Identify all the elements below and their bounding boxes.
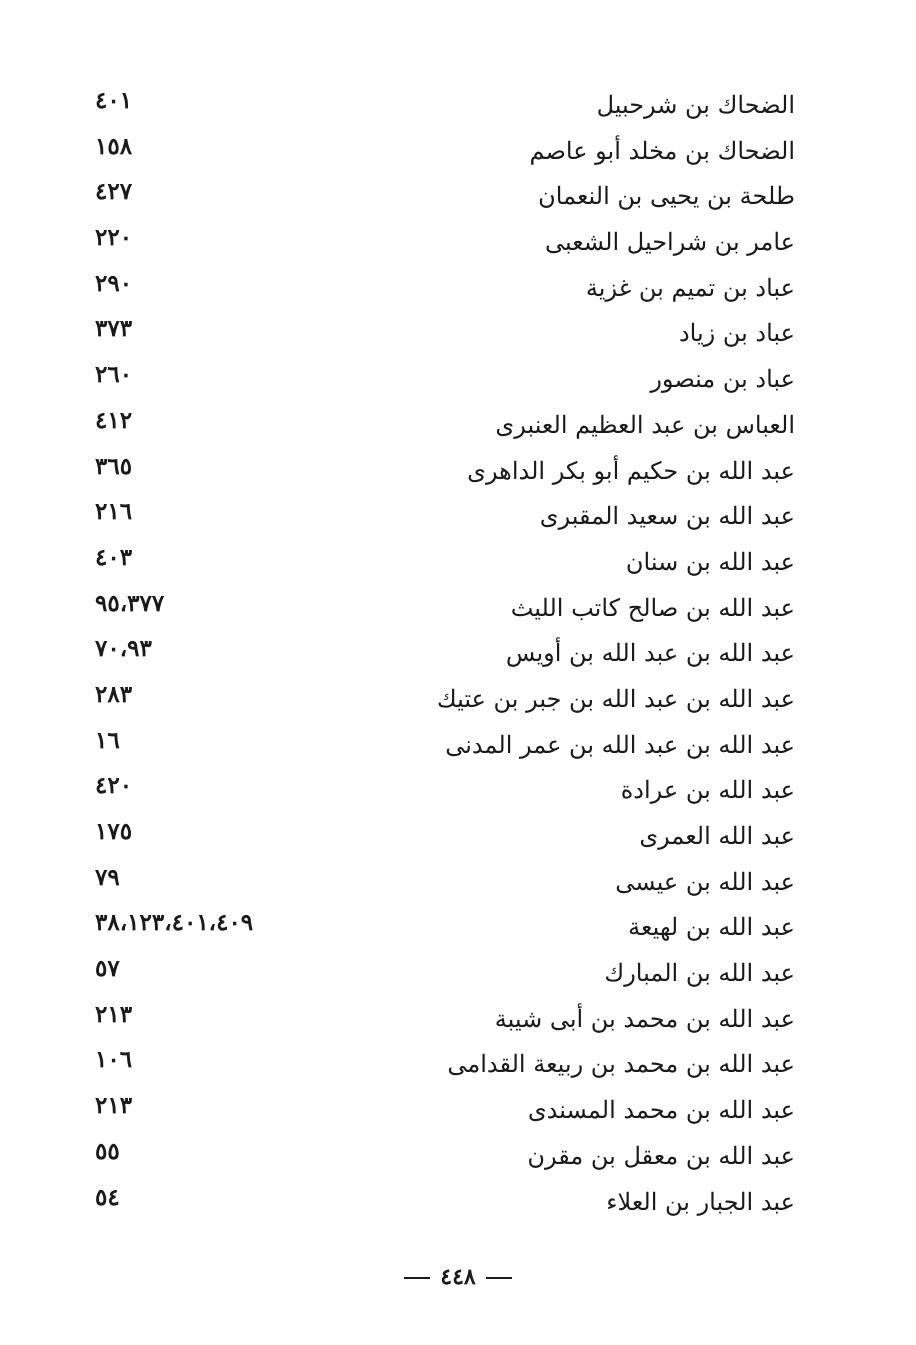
index-entry [95,499,795,545]
entry-name: عبد الله بن عبد الله بن جبر بن عتيك [436,684,795,713]
entry-page-numbers: ٢٨٣ [95,680,133,708]
entry-page-numbers: ٧٠،٩٣ [95,635,152,663]
entry-name: عباد بن زياد [678,319,795,348]
entry-name: عبد الله بن معقل بن مقرن [527,1141,795,1170]
index-entry [95,271,795,317]
entry-page-numbers: ٢٢٠ [95,224,133,252]
index-entry [95,1185,795,1231]
index-entry [95,819,795,865]
index-entry [95,1002,795,1048]
index-entry [95,408,795,454]
entry-page-numbers: ٢٩٠ [95,269,133,297]
entry-name: عبد الله بن صالح كاتب الليث [510,593,795,622]
entry-name: عبد الله بن محمد بن أبى شيبة [494,1004,795,1033]
entry-name: العباس بن عبد العظيم العنبرى [495,410,795,439]
entry-name: عبد الله بن عيسى [615,867,795,896]
entry-page-numbers: ٢١٦ [95,498,133,526]
entry-name: عبد الله العمرى [639,822,795,850]
entry-page-numbers: ١٧٥ [95,818,133,845]
entry-name: عبد الله بن لهيعة [628,913,795,942]
entry-name: عباد بن منصور [650,365,795,394]
entry-name: عبد الله بن سنان [625,547,795,576]
footer-dash-left [486,1277,512,1279]
index-entry [95,1139,795,1185]
entry-page-numbers: ٢١٣ [95,1092,133,1120]
index-entry [95,682,795,728]
index-entry [95,362,795,408]
entry-page-numbers: ٤٠٣ [95,543,133,571]
entry-page-numbers: ٢١٣ [95,1000,133,1028]
entry-name: عبد الله بن سعيد المقبرى [539,502,795,531]
entry-page-numbers: ٤٠١ [95,87,133,114]
index-entry [95,956,795,1002]
entry-page-numbers: ٩٥،٣٧٧ [95,589,165,617]
index-entry [95,591,795,637]
entry-page-numbers: ٢٦٠ [95,361,133,389]
footer-dash-right [404,1277,430,1279]
entry-name: عبد الله بن محمد المسندى [527,1096,795,1125]
entry-page-numbers: ١٦ [95,726,120,754]
entry-name: عبد الله بن حكيم أبو بكر الداهرى [467,456,795,485]
page-number: ٤٤٨ [440,1264,476,1290]
entry-page-numbers: ٣٦٥ [95,452,133,480]
entry-page-numbers: ٤١٢ [95,406,133,434]
index-entry [95,1047,795,1093]
entry-page-numbers: ١٥٨ [95,132,133,160]
index-entry [95,773,795,819]
entry-page-numbers: ١٠٦ [95,1046,133,1074]
index-entry [95,636,795,682]
entry-name: عبد الله بن محمد بن ربيعة القدامى [447,1050,795,1079]
entry-name: طلحة بن يحيى بن النعمان [538,182,795,211]
index-entry [95,88,795,134]
entry-name: الضحاك بن شرحبيل [596,91,795,119]
index-entry [95,1093,795,1139]
index-entry [95,179,795,225]
index-entry [95,454,795,500]
entry-name: عبد الله بن المبارك [604,959,795,988]
entry-name: عبد الله بن عبد الله بن أويس [505,639,795,668]
entry-name: عبد الله بن عرادة [620,776,795,805]
index-entry [95,865,795,911]
entry-page-numbers: ٧٩ [95,863,120,891]
entry-page-numbers: ٣٨،١٢٣،٤٠١،٤٠٩ [95,909,254,937]
entry-name: الضحاك بن مخلد أبو عاصم [529,136,795,165]
entry-page-numbers: ٣٧٣ [95,315,133,343]
entry-page-numbers: ٤٢٠ [95,772,133,800]
index-entry [95,225,795,271]
index-entry [95,910,795,956]
index-entry [95,728,795,774]
entry-page-numbers: ٥٤ [95,1183,120,1211]
entry-name: عباد بن تميم بن غزية [585,273,795,302]
entry-name: عامر بن شراحيل الشعبى [544,228,795,257]
index-entry [95,134,795,180]
entry-page-numbers: ٥٥ [95,1137,120,1165]
entry-name: عبد الله بن عبد الله بن عمر المدنى [445,730,795,759]
entry-page-numbers: ٤٢٧ [95,178,133,206]
index-entry [95,545,795,591]
entry-page-numbers: ٥٧ [95,955,120,983]
name-index-list [95,88,795,1230]
page-footer [0,1262,916,1292]
entry-name: عبد الجبار بن العلاء [606,1187,795,1216]
index-entry [95,316,795,362]
